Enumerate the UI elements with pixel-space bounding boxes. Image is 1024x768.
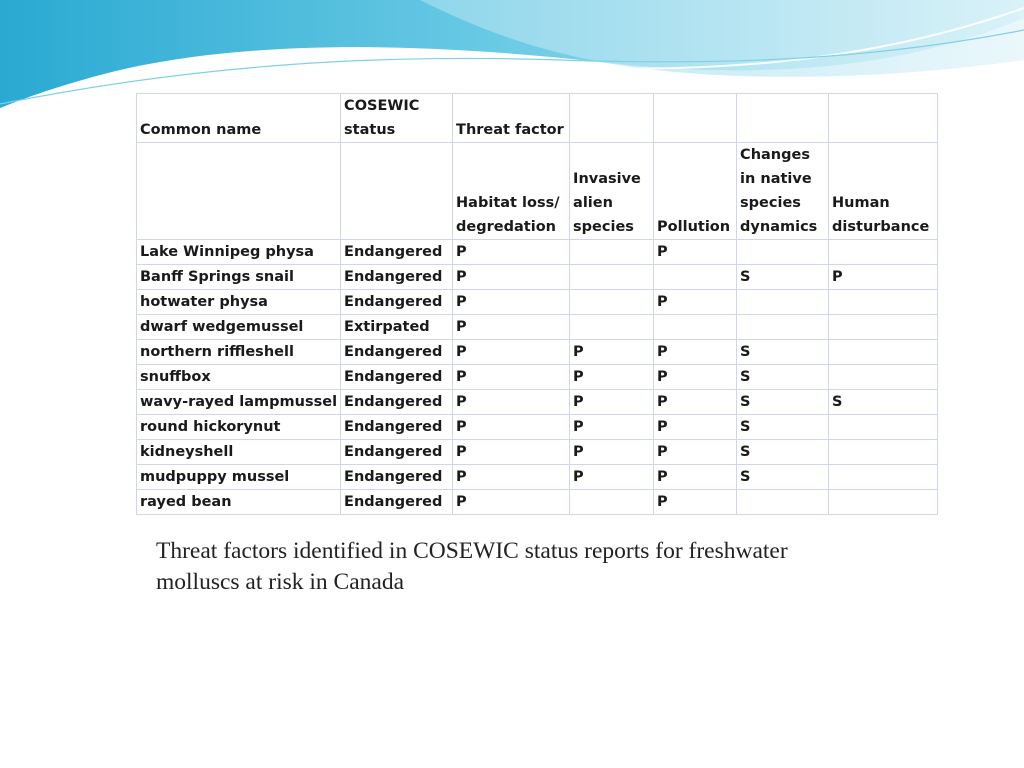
table-cell	[654, 94, 737, 143]
table-cell: P	[570, 340, 654, 365]
table-cell	[570, 240, 654, 265]
table-row	[137, 390, 938, 415]
table-cell	[570, 490, 654, 515]
table-cell: P	[570, 390, 654, 415]
table-cell: hotwater physa	[137, 290, 341, 315]
table-row	[137, 490, 938, 515]
table-cell	[737, 490, 829, 515]
table-cell: S	[737, 465, 829, 490]
table-cell: kidneyshell	[137, 440, 341, 465]
table-row	[137, 265, 938, 290]
table-cell: P	[654, 290, 737, 315]
table-cell: Endangered	[341, 465, 453, 490]
table-cell: P	[453, 465, 570, 490]
table-cell	[829, 465, 938, 490]
table-cell: P	[654, 390, 737, 415]
table-cell: P	[654, 440, 737, 465]
table-cell: P	[453, 240, 570, 265]
table-cell: P	[453, 490, 570, 515]
table-cell	[829, 94, 938, 143]
table-cell: Endangered	[341, 415, 453, 440]
table-row	[137, 290, 938, 315]
table-cell: S	[737, 265, 829, 290]
table-cell: round hickorynut	[137, 415, 341, 440]
table-cell	[829, 440, 938, 465]
table-row	[137, 415, 938, 440]
table-cell: northern riffleshell	[137, 340, 341, 365]
table-row	[137, 340, 938, 365]
table-cell: Habitat loss/ degredation	[453, 143, 570, 240]
table-cell	[737, 240, 829, 265]
table-cell: Endangered	[341, 340, 453, 365]
table-cell	[654, 265, 737, 290]
table-cell: P	[570, 365, 654, 390]
table-cell	[137, 143, 341, 240]
subheader-row	[137, 143, 938, 240]
table-cell: Invasive alien species	[570, 143, 654, 240]
table-cell: Endangered	[341, 365, 453, 390]
table-cell	[570, 290, 654, 315]
table-cell: Threat factor	[453, 94, 570, 143]
threat-table-container	[136, 93, 938, 515]
table-cell: P	[453, 290, 570, 315]
table-cell: wavy-rayed lampmussel	[137, 390, 341, 415]
table-cell: P	[570, 415, 654, 440]
table-cell	[654, 315, 737, 340]
table-cell: Endangered	[341, 440, 453, 465]
table-cell: S	[737, 340, 829, 365]
table-cell: Common name	[137, 94, 341, 143]
table-cell: snuffbox	[137, 365, 341, 390]
table-cell: P	[453, 415, 570, 440]
table-cell	[829, 415, 938, 440]
table-cell: P	[654, 415, 737, 440]
table-row	[137, 440, 938, 465]
table-cell: Endangered	[341, 290, 453, 315]
table-cell: Endangered	[341, 240, 453, 265]
table-cell: P	[453, 440, 570, 465]
table-row	[137, 240, 938, 265]
table-cell	[829, 290, 938, 315]
table-cell	[829, 340, 938, 365]
table-cell: Endangered	[341, 490, 453, 515]
table-cell: P	[654, 365, 737, 390]
table-cell	[737, 94, 829, 143]
table-row	[137, 365, 938, 390]
table-cell: S	[737, 440, 829, 465]
table-cell: P	[453, 365, 570, 390]
slide-caption: Threat factors identified in COSEWIC status reports for freshwater molluscs at risk in Canada	[156, 538, 788, 595]
table-row	[137, 465, 938, 490]
table-cell: Endangered	[341, 265, 453, 290]
table-cell: S	[829, 390, 938, 415]
table-cell: P	[453, 315, 570, 340]
table-cell: Changes in native species dynamics	[737, 143, 829, 240]
threat-factors-table	[136, 93, 938, 515]
table-cell: rayed bean	[137, 490, 341, 515]
table-cell: mudpuppy mussel	[137, 465, 341, 490]
header-row	[137, 94, 938, 143]
table-cell: P	[453, 390, 570, 415]
table-cell	[570, 265, 654, 290]
table-cell: P	[654, 240, 737, 265]
table-cell	[737, 290, 829, 315]
table-cell: Endangered	[341, 390, 453, 415]
table-cell: P	[654, 340, 737, 365]
table-cell: Lake Winnipeg physa	[137, 240, 341, 265]
table-cell: Human disturbance	[829, 143, 938, 240]
table-cell: P	[654, 490, 737, 515]
table-cell: P	[453, 265, 570, 290]
table-cell: P	[570, 440, 654, 465]
table-cell	[829, 240, 938, 265]
table-cell	[341, 143, 453, 240]
table-cell: S	[737, 390, 829, 415]
table-cell: Banff Springs snail	[137, 265, 341, 290]
table-cell: P	[453, 340, 570, 365]
table-cell	[570, 94, 654, 143]
table-cell: S	[737, 415, 829, 440]
table-cell	[829, 365, 938, 390]
table-cell	[829, 490, 938, 515]
table-cell	[570, 315, 654, 340]
table-cell: dwarf wedgemussel	[137, 315, 341, 340]
table-cell: P	[570, 465, 654, 490]
table-cell: P	[829, 265, 938, 290]
table-cell: P	[654, 465, 737, 490]
table-cell: Pollution	[654, 143, 737, 240]
table-cell: Extirpated	[341, 315, 453, 340]
table-cell: COSEWIC status	[341, 94, 453, 143]
table-cell: S	[737, 365, 829, 390]
table-cell	[829, 315, 938, 340]
table-cell	[737, 315, 829, 340]
table-row	[137, 315, 938, 340]
